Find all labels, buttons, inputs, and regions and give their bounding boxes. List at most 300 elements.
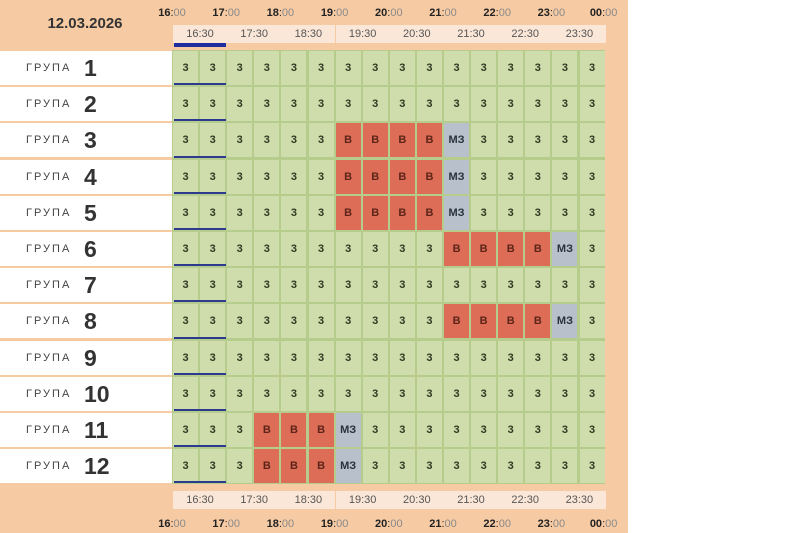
hour-colon: : bbox=[170, 518, 174, 530]
hour-colon: : bbox=[278, 518, 282, 530]
group-word: ГРУПА bbox=[26, 170, 72, 183]
schedule-cell: 3 bbox=[580, 268, 605, 302]
schedule-cell: В bbox=[390, 160, 415, 194]
schedule-cell: 3 bbox=[336, 268, 361, 302]
schedule-cell: 3 bbox=[281, 268, 306, 302]
schedule-cell: 3 bbox=[525, 87, 550, 121]
hour-colon: : bbox=[333, 7, 337, 19]
half-hour-label: 20:30 bbox=[390, 25, 444, 43]
group-word: ГРУПА bbox=[26, 134, 72, 147]
schedule-cell: 3 bbox=[336, 341, 361, 375]
hour-label bbox=[265, 515, 295, 533]
schedule-cell: 3 bbox=[200, 87, 225, 121]
schedule-cell: 3 bbox=[580, 232, 605, 266]
group-word: ГРУПА bbox=[26, 62, 72, 74]
schedule-cell: 3 bbox=[173, 268, 198, 302]
schedule-cell: 3 bbox=[363, 268, 388, 302]
group-word: ГРУПА bbox=[26, 315, 72, 328]
half-hour-label: 17:30 bbox=[227, 25, 281, 43]
schedule-cell: 3 bbox=[580, 413, 605, 447]
hour-minutes: 00 bbox=[552, 7, 566, 19]
schedule-cell: МЗ bbox=[336, 449, 361, 483]
hour-label bbox=[589, 4, 619, 22]
schedule-cell: 3 bbox=[309, 232, 334, 266]
schedule-cell: 3 bbox=[390, 87, 415, 121]
hour-number: 18 bbox=[266, 7, 279, 19]
schedule-cell: МЗ bbox=[336, 413, 361, 447]
group-row-label bbox=[0, 268, 172, 302]
schedule-cell: 3 bbox=[444, 51, 469, 85]
schedule-cell: 3 bbox=[471, 377, 496, 411]
half-hour-label: 22:30 bbox=[498, 491, 552, 509]
group-row-label bbox=[0, 51, 172, 85]
schedule-cell: 3 bbox=[471, 449, 496, 483]
group-row-label bbox=[0, 196, 172, 230]
hour-minutes: 00 bbox=[605, 518, 618, 530]
group-number: 3 bbox=[84, 127, 97, 154]
hour-label bbox=[589, 515, 619, 533]
schedule-cell: В bbox=[336, 160, 361, 194]
schedule-cell: 3 bbox=[173, 51, 198, 85]
schedule-cell: 3 bbox=[200, 196, 225, 230]
schedule-cell: 3 bbox=[254, 123, 279, 157]
schedule-cell: 3 bbox=[227, 304, 252, 338]
schedule-cell: 3 bbox=[417, 377, 442, 411]
group-number: 4 bbox=[84, 163, 97, 190]
schedule-cell: 3 bbox=[173, 196, 198, 230]
schedule-cell: 3 bbox=[552, 87, 577, 121]
schedule-cell: 3 bbox=[363, 449, 388, 483]
hour-colon: : bbox=[495, 7, 499, 19]
hour-minutes: 00 bbox=[336, 7, 349, 19]
group-row-label bbox=[0, 304, 172, 338]
group-word: ГРУПА bbox=[26, 243, 72, 255]
schedule-cell: В bbox=[281, 413, 306, 447]
schedule-cell: 3 bbox=[200, 123, 225, 157]
schedule-cell: 3 bbox=[254, 268, 279, 302]
group-row-label bbox=[0, 449, 172, 483]
group-marker-line bbox=[174, 481, 226, 483]
half-hour-label: 18:30 bbox=[281, 491, 335, 509]
hour-number: 00 bbox=[589, 7, 603, 19]
hour-number: 17 bbox=[212, 7, 225, 19]
schedule-cell: В bbox=[254, 449, 279, 483]
hour-label bbox=[211, 4, 241, 22]
schedule-cell: 3 bbox=[227, 413, 252, 447]
schedule-cell: 3 bbox=[417, 51, 442, 85]
schedule-cell: 3 bbox=[254, 341, 279, 375]
schedule-cell: 3 bbox=[525, 160, 550, 194]
hour-label bbox=[211, 515, 241, 533]
hour-label bbox=[157, 4, 187, 22]
hour-colon: : bbox=[441, 518, 445, 530]
schedule-cell: 3 bbox=[200, 304, 225, 338]
schedule-cell: 3 bbox=[363, 232, 388, 266]
hour-label bbox=[320, 4, 350, 22]
group-marker-line bbox=[174, 300, 226, 302]
hour-number: 23 bbox=[537, 518, 550, 530]
schedule-cell: 3 bbox=[417, 449, 442, 483]
group-marker-line bbox=[174, 83, 226, 85]
half-hour-label: 22:30 bbox=[498, 25, 552, 43]
schedule-cell: В bbox=[498, 304, 523, 338]
hour-colon: : bbox=[170, 7, 174, 19]
half-hour-scale-top bbox=[172, 25, 628, 43]
schedule-cell: 3 bbox=[498, 160, 523, 194]
group-number: 8 bbox=[84, 308, 97, 335]
group-word: ГРУПА bbox=[26, 460, 72, 473]
hour-label bbox=[428, 515, 458, 533]
schedule-cell: 3 bbox=[200, 341, 225, 375]
schedule-cell: 3 bbox=[281, 123, 306, 157]
schedule-cell: 3 bbox=[498, 449, 523, 483]
schedule-cell: 3 bbox=[390, 449, 415, 483]
schedule-cell: 3 bbox=[498, 341, 523, 375]
schedule-cell: 3 bbox=[336, 304, 361, 338]
schedule-cell: 3 bbox=[417, 341, 442, 375]
hour-number: 16 bbox=[158, 518, 171, 530]
hour-colon: : bbox=[602, 518, 606, 530]
hour-minutes: 00 bbox=[281, 518, 295, 530]
schedule-cell: В bbox=[363, 160, 388, 194]
hour-number: 21 bbox=[429, 518, 442, 530]
schedule-cell: 3 bbox=[471, 123, 496, 157]
schedule-cell: 3 bbox=[227, 160, 252, 194]
hour-scale-bottom bbox=[158, 511, 628, 533]
schedule-cell: 3 bbox=[363, 304, 388, 338]
schedule-cell: 3 bbox=[417, 413, 442, 447]
schedule-cell: 3 bbox=[525, 268, 550, 302]
schedule-cell: 3 bbox=[525, 449, 550, 483]
hour-minutes: 00 bbox=[498, 7, 511, 19]
schedule-cell: 3 bbox=[498, 377, 523, 411]
hour-label bbox=[482, 4, 512, 22]
schedule-cell: 3 bbox=[580, 160, 605, 194]
hour-minutes: 00 bbox=[444, 518, 457, 530]
schedule-cell: 3 bbox=[525, 377, 550, 411]
schedule-cell: В bbox=[336, 196, 361, 230]
hour-minutes: 00 bbox=[390, 7, 403, 19]
group-number: 9 bbox=[84, 344, 97, 371]
group-markers bbox=[172, 50, 228, 484]
schedule-cell: 3 bbox=[471, 341, 496, 375]
schedule-cell: 3 bbox=[580, 51, 605, 85]
hour-colon: : bbox=[602, 7, 606, 19]
half-hour-label: 17:30 bbox=[227, 491, 281, 509]
schedule-cell: 3 bbox=[173, 160, 198, 194]
schedule-cell: 3 bbox=[281, 87, 306, 121]
schedule-cell: В bbox=[498, 232, 523, 266]
schedule-cell: 3 bbox=[309, 196, 334, 230]
schedule-cell: 3 bbox=[309, 87, 334, 121]
schedule-cell: 3 bbox=[580, 377, 605, 411]
hour-number: 16 bbox=[158, 7, 171, 19]
schedule-cell: 3 bbox=[498, 123, 523, 157]
schedule-cell: 3 bbox=[471, 160, 496, 194]
schedule-cell: 3 bbox=[552, 449, 577, 483]
schedule-cell: В bbox=[281, 449, 306, 483]
schedule-cell: 3 bbox=[498, 51, 523, 85]
schedule-cell: 3 bbox=[309, 268, 334, 302]
schedule-cell: 3 bbox=[200, 232, 225, 266]
schedule-cell: 3 bbox=[363, 413, 388, 447]
hour-minutes: 00 bbox=[227, 518, 240, 530]
schedule-cell: 3 bbox=[525, 51, 550, 85]
group-marker-line bbox=[174, 409, 226, 411]
schedule-cell: 3 bbox=[471, 196, 496, 230]
schedule-cell: В bbox=[444, 304, 469, 338]
schedule-cell: 3 bbox=[525, 196, 550, 230]
schedule-cell: 3 bbox=[281, 232, 306, 266]
schedule-cell: 3 bbox=[281, 51, 306, 85]
schedule-cell: 3 bbox=[227, 268, 252, 302]
schedule-cell: 3 bbox=[336, 377, 361, 411]
schedule-cell: 3 bbox=[309, 341, 334, 375]
schedule-cell: 3 bbox=[552, 160, 577, 194]
schedule-cell: 3 bbox=[580, 87, 605, 121]
schedule-cell: 3 bbox=[281, 377, 306, 411]
hour-number: 23 bbox=[537, 7, 550, 19]
schedule-cell: 3 bbox=[552, 268, 577, 302]
hour-number: 00 bbox=[589, 518, 603, 530]
hour-colon: : bbox=[224, 518, 228, 530]
schedule-cell: В bbox=[417, 123, 442, 157]
half-hour-label: 23:30 bbox=[552, 25, 606, 43]
schedule-cell: 3 bbox=[552, 196, 577, 230]
schedule-cell: 3 bbox=[254, 232, 279, 266]
schedule-cell: 3 bbox=[227, 449, 252, 483]
hour-colon: : bbox=[549, 7, 553, 19]
half-hour-label: 16:30 bbox=[173, 491, 227, 509]
group-marker-line bbox=[174, 337, 226, 339]
schedule-grid bbox=[172, 50, 605, 484]
schedule-cell: 3 bbox=[390, 304, 415, 338]
schedule-cell: 3 bbox=[173, 449, 198, 483]
schedule-cell: 3 bbox=[444, 377, 469, 411]
schedule-cell: 3 bbox=[254, 51, 279, 85]
schedule-cell: 3 bbox=[200, 377, 225, 411]
schedule-cell: В bbox=[471, 232, 496, 266]
hour-label bbox=[482, 515, 512, 533]
schedule-cell: 3 bbox=[227, 87, 252, 121]
schedule-date: 12.03.2026 bbox=[47, 15, 123, 32]
schedule-cell: 3 bbox=[173, 341, 198, 375]
hour-minutes: 00 bbox=[173, 518, 186, 530]
schedule-cell: В bbox=[336, 123, 361, 157]
schedule-cell: 3 bbox=[363, 377, 388, 411]
schedule-cell: В bbox=[390, 123, 415, 157]
schedule-cell: 3 bbox=[363, 341, 388, 375]
group-number: 12 bbox=[84, 453, 110, 480]
schedule-cell: 3 bbox=[390, 341, 415, 375]
hour-colon: : bbox=[441, 7, 445, 19]
hour-minutes: 00 bbox=[552, 518, 566, 530]
half-hour-label: 20:30 bbox=[390, 491, 444, 509]
schedule-cell: В bbox=[309, 413, 334, 447]
schedule-cell: 3 bbox=[580, 304, 605, 338]
schedule-cell: 3 bbox=[417, 304, 442, 338]
schedule-cell: 3 bbox=[227, 123, 252, 157]
group-row-label bbox=[0, 123, 172, 157]
schedule-cell: 3 bbox=[200, 51, 225, 85]
schedule-cell: 3 bbox=[390, 51, 415, 85]
half-hour-label: 18:30 bbox=[281, 25, 335, 43]
schedule-cell: 3 bbox=[363, 87, 388, 121]
group-marker-line bbox=[174, 445, 226, 447]
group-word: ГРУПА bbox=[26, 206, 72, 219]
schedule-cell: В bbox=[525, 304, 550, 338]
schedule-cell: 3 bbox=[580, 196, 605, 230]
half-hour-label: 19:30 bbox=[336, 25, 390, 43]
schedule-cell: 3 bbox=[417, 268, 442, 302]
schedule-cell: В bbox=[417, 196, 442, 230]
schedule-cell: 3 bbox=[281, 196, 306, 230]
hour-colon: : bbox=[224, 7, 228, 19]
hour-colon: : bbox=[333, 518, 337, 530]
schedule-cell: 3 bbox=[173, 413, 198, 447]
schedule-cell: 3 bbox=[363, 51, 388, 85]
row-divider bbox=[0, 483, 172, 485]
hour-label bbox=[428, 4, 458, 22]
hour-label bbox=[374, 4, 404, 22]
schedule-cell: 3 bbox=[227, 51, 252, 85]
schedule-cell: 3 bbox=[254, 377, 279, 411]
group-marker-line bbox=[174, 228, 226, 230]
schedule-cell: 3 bbox=[309, 377, 334, 411]
schedule-cell: 3 bbox=[390, 413, 415, 447]
schedule-cell: 3 bbox=[309, 51, 334, 85]
schedule-cell: 3 bbox=[254, 304, 279, 338]
schedule-cell: В bbox=[417, 160, 442, 194]
schedule-cell: В bbox=[363, 123, 388, 157]
half-hour-label: 23:30 bbox=[552, 491, 606, 509]
schedule-cell: В bbox=[471, 304, 496, 338]
schedule-cell: 3 bbox=[227, 196, 252, 230]
schedule-cell: 3 bbox=[281, 341, 306, 375]
group-number: 11 bbox=[84, 417, 109, 443]
schedule-cell: 3 bbox=[444, 413, 469, 447]
hour-label bbox=[320, 515, 350, 533]
group-number: 5 bbox=[84, 199, 97, 226]
group-word: ГРУПА bbox=[26, 351, 72, 364]
schedule-cell: МЗ bbox=[552, 232, 577, 266]
hour-colon: : bbox=[549, 518, 553, 530]
schedule-cell: 3 bbox=[417, 232, 442, 266]
schedule-cell: МЗ bbox=[552, 304, 577, 338]
hour-number: 21 bbox=[429, 7, 442, 19]
schedule-cell: 3 bbox=[552, 413, 577, 447]
schedule-cell: 3 bbox=[200, 449, 225, 483]
schedule-cell: МЗ bbox=[444, 196, 469, 230]
hour-colon: : bbox=[278, 7, 282, 19]
schedule-cell: 3 bbox=[580, 341, 605, 375]
schedule-cell: 3 bbox=[390, 268, 415, 302]
hour-number: 18 bbox=[266, 518, 279, 530]
schedule-cell: 3 bbox=[444, 341, 469, 375]
schedule-cell: В bbox=[444, 232, 469, 266]
schedule-cell: 3 bbox=[254, 196, 279, 230]
schedule-cell: 3 bbox=[552, 341, 577, 375]
hour-number: 22 bbox=[483, 518, 496, 530]
schedule-cell: 3 bbox=[417, 87, 442, 121]
schedule-cell: 3 bbox=[281, 160, 306, 194]
schedule-cell: 3 bbox=[227, 377, 252, 411]
schedule-cell: 3 bbox=[444, 87, 469, 121]
hour-label bbox=[265, 4, 295, 22]
schedule-cell: В bbox=[525, 232, 550, 266]
half-hour-label: 19:30 bbox=[336, 491, 390, 509]
schedule-cell: МЗ bbox=[444, 160, 469, 194]
schedule-cell: 3 bbox=[173, 232, 198, 266]
hour-colon: : bbox=[387, 7, 391, 19]
schedule-cell: 3 bbox=[254, 160, 279, 194]
schedule-cell: 3 bbox=[471, 51, 496, 85]
hour-minutes: 00 bbox=[227, 7, 240, 19]
schedule-cell: 3 bbox=[525, 341, 550, 375]
schedule-cell: 3 bbox=[336, 87, 361, 121]
schedule-cell: 3 bbox=[580, 123, 605, 157]
schedule-cell: 3 bbox=[498, 268, 523, 302]
schedule-cell: В bbox=[309, 449, 334, 483]
hour-label bbox=[536, 515, 566, 533]
hour-colon: : bbox=[387, 518, 391, 530]
hour-number: 20 bbox=[375, 518, 388, 530]
schedule-cell: 3 bbox=[336, 232, 361, 266]
half-hour-label: 21:30 bbox=[444, 25, 498, 43]
group-row-label bbox=[0, 341, 172, 375]
group-number: 6 bbox=[84, 236, 97, 262]
schedule-cell: 3 bbox=[525, 123, 550, 157]
group-row-label bbox=[0, 413, 172, 447]
schedule-cell: 3 bbox=[200, 160, 225, 194]
group-number: 1 bbox=[84, 55, 97, 81]
schedule-cell: 3 bbox=[498, 87, 523, 121]
group-number: 2 bbox=[84, 91, 97, 118]
schedule-cell: 3 bbox=[471, 268, 496, 302]
half-hour-label: 21:30 bbox=[444, 491, 498, 509]
group-marker-line bbox=[174, 192, 226, 194]
hour-minutes: 00 bbox=[444, 7, 457, 19]
hour-number: 19 bbox=[320, 7, 334, 19]
half-hour-label: 16:30 bbox=[173, 25, 227, 43]
group-marker-line bbox=[174, 264, 226, 266]
hour-number: 17 bbox=[212, 518, 225, 530]
group-word: ГРУПА bbox=[26, 387, 72, 400]
schedule-cell: 3 bbox=[390, 377, 415, 411]
group-word: ГРУПА bbox=[26, 424, 72, 436]
schedule-cell: 3 bbox=[471, 413, 496, 447]
schedule-cell: 3 bbox=[309, 160, 334, 194]
hour-minutes: 00 bbox=[336, 518, 349, 530]
schedule-cell: 3 bbox=[552, 123, 577, 157]
schedule-cell: В bbox=[363, 196, 388, 230]
schedule-cell: МЗ bbox=[444, 123, 469, 157]
schedule-cell: 3 bbox=[200, 413, 225, 447]
schedule-cell: 3 bbox=[552, 51, 577, 85]
hour-minutes: 00 bbox=[498, 518, 511, 530]
hour-number: 22 bbox=[483, 7, 496, 19]
hour-minutes: 00 bbox=[390, 518, 403, 530]
schedule-cell: 3 bbox=[173, 87, 198, 121]
schedule-cell: 3 bbox=[227, 341, 252, 375]
hour-number: 19 bbox=[320, 518, 334, 530]
hour-number: 20 bbox=[375, 7, 388, 19]
hour-minutes: 00 bbox=[605, 7, 618, 19]
schedule-cell: 3 bbox=[525, 413, 550, 447]
schedule-cell: 3 bbox=[444, 268, 469, 302]
group-row-label bbox=[0, 232, 172, 266]
schedule-cell: 3 bbox=[309, 304, 334, 338]
